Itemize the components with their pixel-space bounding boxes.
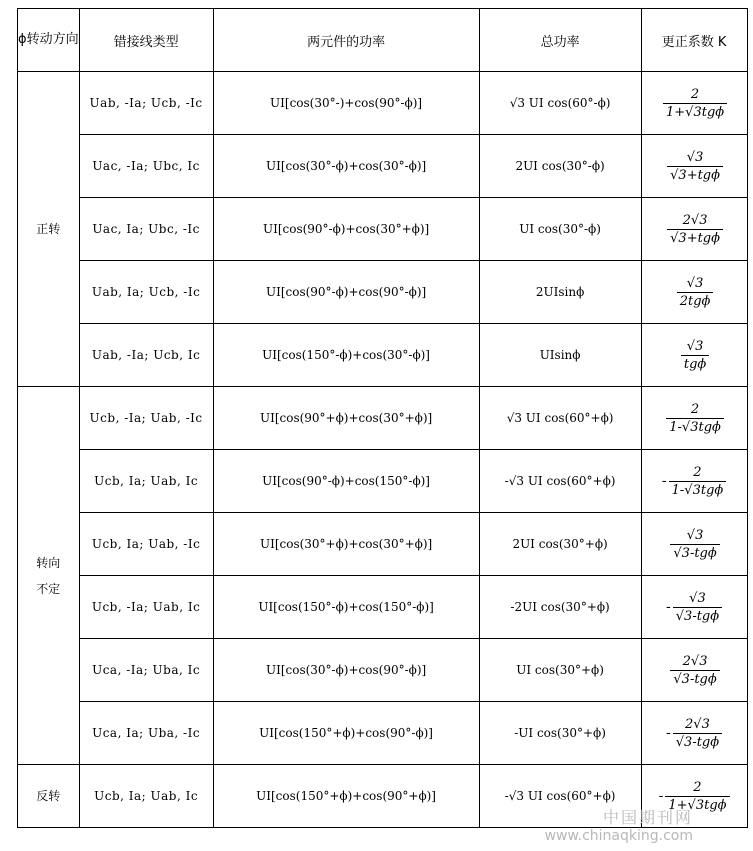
table-row [18,639,748,702]
header-direction: ϕ转动方向 [18,9,80,72]
coefficient-denominator: 1-√3tgϕ [666,418,724,435]
wiring-cell: Ucb, -Ia; Uab, Ic [79,576,213,639]
direction-group-uncertain: 转向不定 [18,387,80,765]
total-power-cell: 2UI cos(30°-ϕ) [479,135,641,198]
coefficient-sign: - [666,599,671,615]
coefficient-fraction [663,87,727,120]
coefficient-fraction [669,465,727,498]
coefficient-cell [641,198,747,261]
table-row [18,513,748,576]
coefficient-sign: - [661,473,667,489]
element-power-cell: UI[cos(150°+ϕ)+cos(90°-ϕ)] [213,702,479,765]
coefficient-fraction [681,339,709,372]
coefficient-cell [641,513,747,576]
total-power-cell: 2UI cos(30°+ϕ) [479,513,641,576]
coefficient-numerator: √3 [686,275,704,291]
wiring-cell: Ucb, -Ia; Uab, -Ic [79,387,213,450]
element-power-cell: UI[cos(30°-ϕ)+cos(30°-ϕ)] [213,135,479,198]
total-power-cell: √3 UI cos(60°-ϕ) [479,72,641,135]
element-power-cell: UI[cos(90°-ϕ)+cos(150°-ϕ)] [213,450,479,513]
header-row [18,9,748,72]
coefficient-denominator: √3+tgϕ [667,166,723,183]
coefficient-denominator: 1+√3tgϕ [665,796,729,813]
total-power-cell: UI cos(30°-ϕ) [479,198,641,261]
wiring-cell: Ucb, Ia; Uab, Ic [79,450,213,513]
element-power-cell: UI[cos(30°+ϕ)+cos(30°+ϕ)] [213,513,479,576]
total-power-cell: UIsinϕ [479,324,641,387]
wiring-cell: Uca, -Ia; Uba, Ic [79,639,213,702]
coefficient-cell [641,261,747,324]
element-power-cell: UI[cos(30°-)+cos(90°-ϕ)] [213,72,479,135]
total-power-cell: -UI cos(30°+ϕ) [479,702,641,765]
element-power-cell: UI[cos(90°+ϕ)+cos(30°+ϕ)] [213,387,479,450]
coefficient-denominator: tgϕ [681,355,709,372]
total-power-cell: 2UIsinϕ [479,261,641,324]
coefficient-denominator: √3+tgϕ [667,229,723,246]
coefficient-cell [641,639,747,702]
coefficient-fraction [677,276,714,309]
wiring-cell: Uab, -Ia; Ucb, Ic [79,324,213,387]
coefficient-cell [641,324,747,387]
header-element-power: 两元件的功率 [213,9,479,72]
element-power-cell: UI[cos(150°+ϕ)+cos(90°+ϕ)] [213,765,479,828]
coefficient-numerator: 2 [693,464,702,480]
table-row [18,576,748,639]
total-power-cell: UI cos(30°+ϕ) [479,639,641,702]
total-power-cell: -√3 UI cos(60°+ϕ) [479,765,641,828]
element-power-cell: UI[cos(90°-ϕ)+cos(90°-ϕ)] [213,261,479,324]
total-power-cell: -2UI cos(30°+ϕ) [479,576,641,639]
coefficient-denominator: √3-tgϕ [670,670,719,687]
coefficient-numerator: 2 [690,401,700,417]
coefficient-denominator: 2tgϕ [677,292,714,309]
table-row [18,324,748,387]
element-power-cell: UI[cos(150°-ϕ)+cos(150°-ϕ)] [213,576,479,639]
wiring-cell: Uca, Ia; Uba, -Ic [79,702,213,765]
coefficient-numerator: 2√3 [682,212,708,228]
coefficient-cell [641,576,747,639]
table-row [18,387,748,450]
coefficient-cell [641,387,747,450]
wiring-cell: Uab, Ia; Ucb, -Ic [79,261,213,324]
coefficient-numerator: √3 [686,149,704,165]
coefficient-sign: - [666,725,671,741]
coefficient-fraction [673,717,722,750]
coefficient-fraction [673,591,722,624]
coefficient-numerator: 2 [690,86,700,102]
wiring-cell: Ucb, Ia; Uab, Ic [79,765,213,828]
coefficient-sign: - [658,788,664,804]
coefficient-cell [641,72,747,135]
coefficient-denominator: √3-tgϕ [670,544,719,561]
header-total-power: 总功率 [479,9,641,72]
table-row [18,261,748,324]
wiring-cell: Uac, Ia; Ubc, -Ic [79,198,213,261]
coefficient-cell [641,135,747,198]
watermark [545,809,693,845]
table-row [18,198,748,261]
coefficient-fraction [670,654,719,687]
watermark-url: www.chinaqking.com [544,828,693,844]
element-power-cell: UI[cos(90°-ϕ)+cos(30°+ϕ)] [213,198,479,261]
wiring-cell: Uac, -Ia; Ubc, Ic [79,135,213,198]
element-power-cell: UI[cos(30°-ϕ)+cos(90°-ϕ)] [213,639,479,702]
total-power-cell: -√3 UI cos(60°+ϕ) [479,450,641,513]
total-power-cell: √3 UI cos(60°+ϕ) [479,387,641,450]
table-row [18,450,748,513]
coefficient-cell [641,450,747,513]
wiring-error-table [17,8,748,828]
table-row [18,702,748,765]
direction-group-reverse: 反转 [18,765,80,828]
coefficient-fraction [666,402,724,435]
wiring-cell: Ucb, Ia; Uab, -Ic [79,513,213,576]
coefficient-numerator: √3 [686,338,704,354]
coefficient-denominator: 1+√3tgϕ [663,103,727,120]
element-power-cell: UI[cos(150°-ϕ)+cos(30°-ϕ)] [213,324,479,387]
header-wiring-type: 错接线类型 [79,9,213,72]
coefficient-numerator: √3 [686,527,704,543]
coefficient-numerator: 2√3 [682,653,708,669]
header-correction-coefficient: 更正系数 K [641,9,747,72]
coefficient-denominator: √3-tgϕ [673,607,722,624]
coefficient-denominator: 1-√3tgϕ [669,481,727,498]
coefficient-fraction [667,213,723,246]
coefficient-denominator: √3-tgϕ [673,733,722,750]
table-row [18,135,748,198]
table-row [18,72,748,135]
coefficient-numerator: √3 [689,590,706,606]
coefficient-cell [641,702,747,765]
coefficient-numerator: 2 [693,779,702,795]
wiring-cell: Uab, -Ia; Ucb, -Ic [79,72,213,135]
coefficient-fraction [667,150,723,183]
coefficient-numerator: 2√3 [685,716,710,732]
coefficient-fraction [670,528,719,561]
direction-group-forward: 正转 [18,72,80,387]
watermark-cn: 中国期刊网 [602,808,693,827]
